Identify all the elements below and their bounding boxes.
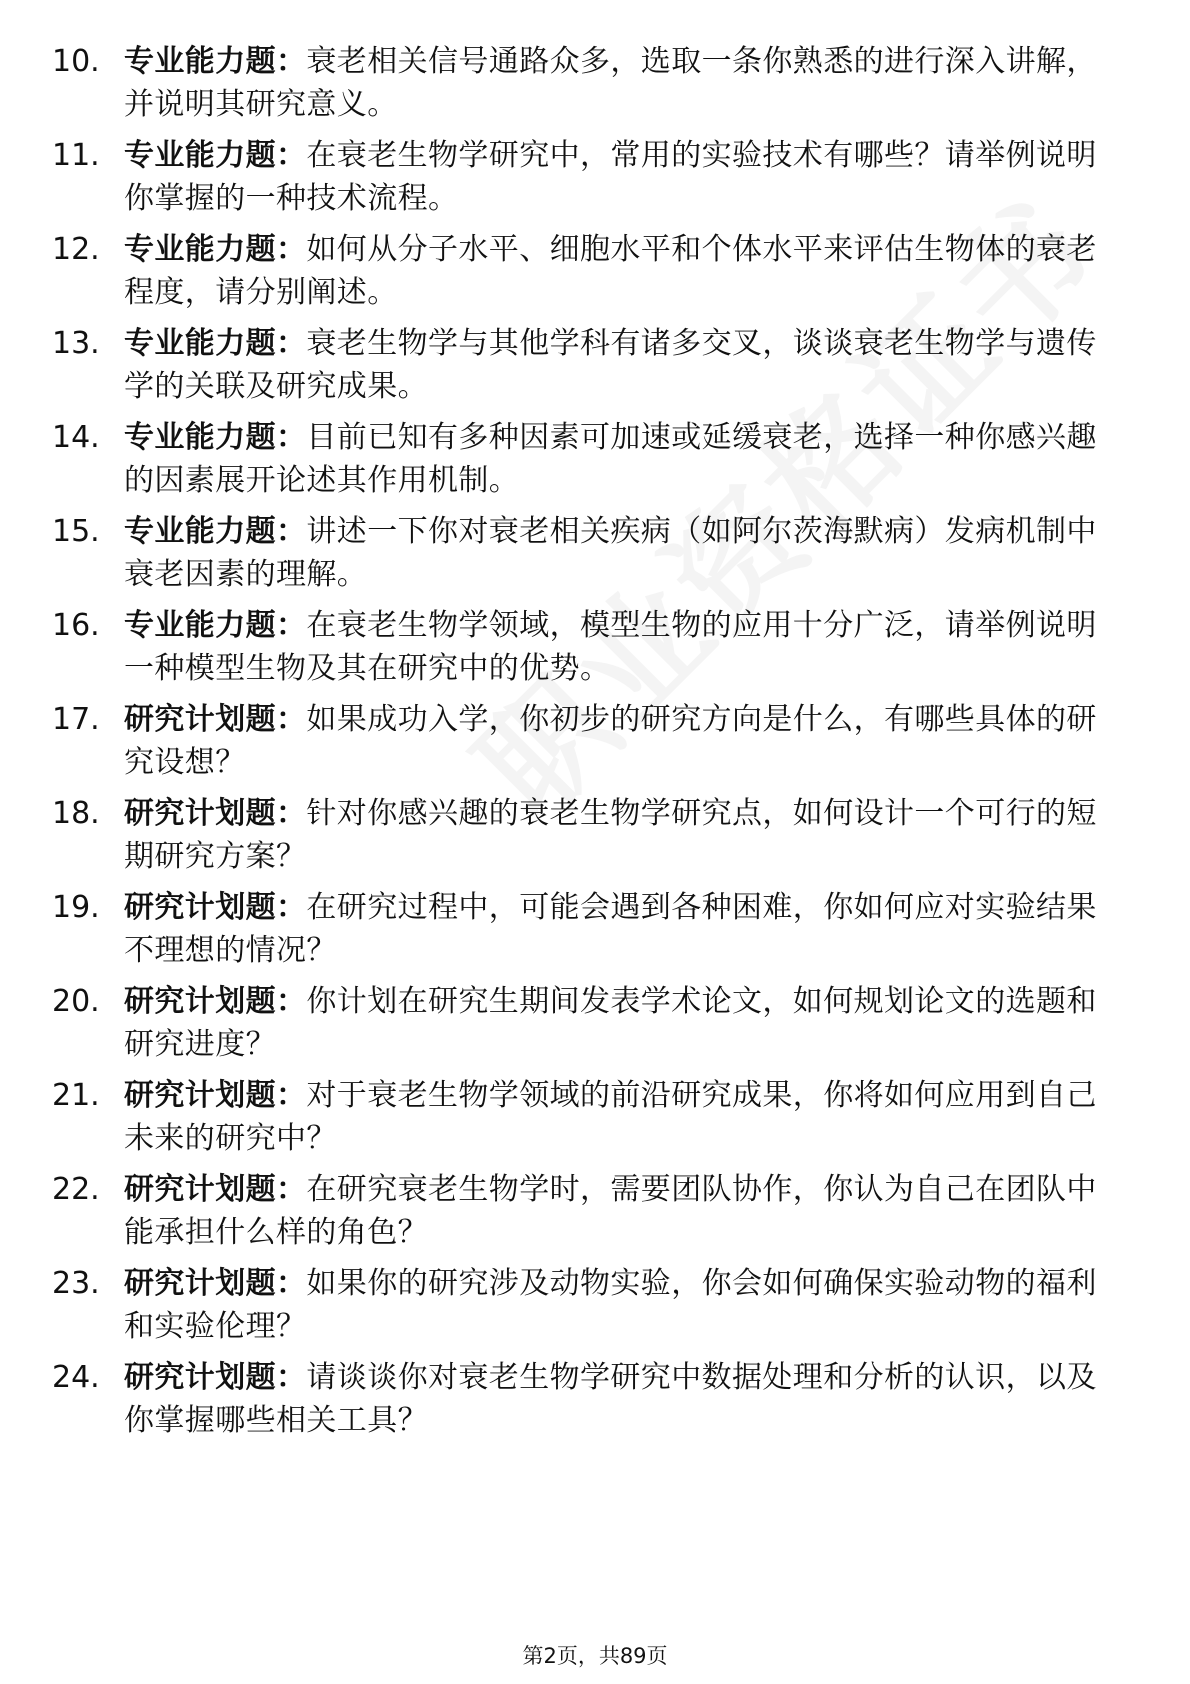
question-item [52,1074,1112,1168]
question-item [52,1168,1112,1262]
question-number: 15. [52,514,100,549]
question-list [52,40,1112,1450]
question-category: 研究计划题： [124,1266,307,1301]
question-text [124,604,1112,690]
question-text [124,322,1112,408]
question-text [124,510,1112,596]
question-item [52,134,1112,228]
question-category: 专业能力题： [124,514,307,549]
question-text [124,980,1112,1066]
question-body: 衰老相关信号通路众多，选取一条你熟悉的进行深入讲解，并说明其研究意义。 [124,44,1097,122]
question-item [52,416,1112,510]
question-item [52,604,1112,698]
question-body: 如果你的研究涉及动物实验，你会如何确保实验动物的福利和实验伦理？ [124,1266,1097,1344]
question-number: 24. [52,1360,100,1395]
question-body: 你计划在研究生期间发表学术论文，如何规划论文的选题和研究进度？ [124,984,1097,1062]
question-category: 专业能力题： [124,232,307,267]
page-footer: 第2页，共89页 [522,1644,668,1668]
question-item [52,1262,1112,1356]
question-body: 如果成功入学，你初步的研究方向是什么，有哪些具体的研究设想？ [124,702,1097,780]
question-category: 研究计划题： [124,796,307,831]
question-text [124,228,1112,314]
question-category: 研究计划题： [124,1360,307,1395]
question-text [124,1262,1112,1348]
question-text [124,698,1112,784]
question-item [52,1356,1112,1450]
question-category: 专业能力题： [124,608,307,643]
question-body: 对于衰老生物学领域的前沿研究成果，你将如何应用到自己未来的研究中？ [124,1078,1097,1156]
question-item [52,510,1112,604]
question-body: 衰老生物学与其他学科有诸多交叉，谈谈衰老生物学与遗传学的关联及研究成果。 [124,326,1097,404]
question-text [124,416,1112,502]
question-number: 22. [52,1172,100,1207]
question-category: 专业能力题： [124,44,307,79]
question-number: 11. [52,138,100,173]
question-number: 14. [52,420,100,455]
question-category: 研究计划题： [124,1078,307,1113]
question-text [124,40,1112,126]
question-text [124,1168,1112,1254]
question-category: 研究计划题： [124,984,307,1019]
question-body: 在衰老生物学领域，模型生物的应用十分广泛，请举例说明一种模型生物及其在研究中的优势。 [124,608,1097,686]
question-number: 12. [52,232,100,267]
question-body: 针对你感兴趣的衰老生物学研究点，如何设计一个可行的短期研究方案？ [124,796,1097,874]
question-body: 讲述一下你对衰老相关疾病（如阿尔茨海默病）发病机制中衰老因素的理解。 [124,514,1097,592]
question-number: 16. [52,608,100,643]
question-item [52,698,1112,792]
question-item [52,322,1112,416]
question-text [124,1356,1112,1442]
question-body: 如何从分子水平、细胞水平和个体水平来评估生物体的衰老程度，请分别阐述。 [124,232,1097,310]
question-category: 研究计划题： [124,890,307,925]
question-number: 23. [52,1266,100,1301]
question-item [52,40,1112,134]
question-body: 在研究过程中，可能会遇到各种困难，你如何应对实验结果不理想的情况？ [124,890,1097,968]
question-category: 研究计划题： [124,1172,307,1207]
question-number: 13. [52,326,100,361]
question-number: 21. [52,1078,100,1113]
question-body: 在研究衰老生物学时，需要团队协作，你认为自己在团队中能承担什么样的角色？ [124,1172,1097,1250]
question-text [124,886,1112,972]
question-item [52,792,1112,886]
question-category: 研究计划题： [124,702,307,737]
question-category: 专业能力题： [124,326,307,361]
question-body: 在衰老生物学研究中，常用的实验技术有哪些？请举例说明你掌握的一种技术流程。 [124,138,1097,216]
question-number: 20. [52,984,100,1019]
question-category: 专业能力题： [124,138,307,173]
question-number: 17. [52,702,100,737]
question-body: 请谈谈你对衰老生物学研究中数据处理和分析的认识，以及你掌握哪些相关工具？ [124,1360,1097,1438]
question-category: 专业能力题： [124,420,307,455]
question-text [124,792,1112,878]
question-number: 19. [52,890,100,925]
question-item [52,886,1112,980]
question-body: 目前已知有多种因素可加速或延缓衰老，选择一种你感兴趣的因素展开论述其作用机制。 [124,420,1097,498]
question-text [124,134,1112,220]
question-item [52,980,1112,1074]
question-item [52,228,1112,322]
question-text [124,1074,1112,1160]
question-number: 10. [52,44,100,79]
question-number: 18. [52,796,100,831]
